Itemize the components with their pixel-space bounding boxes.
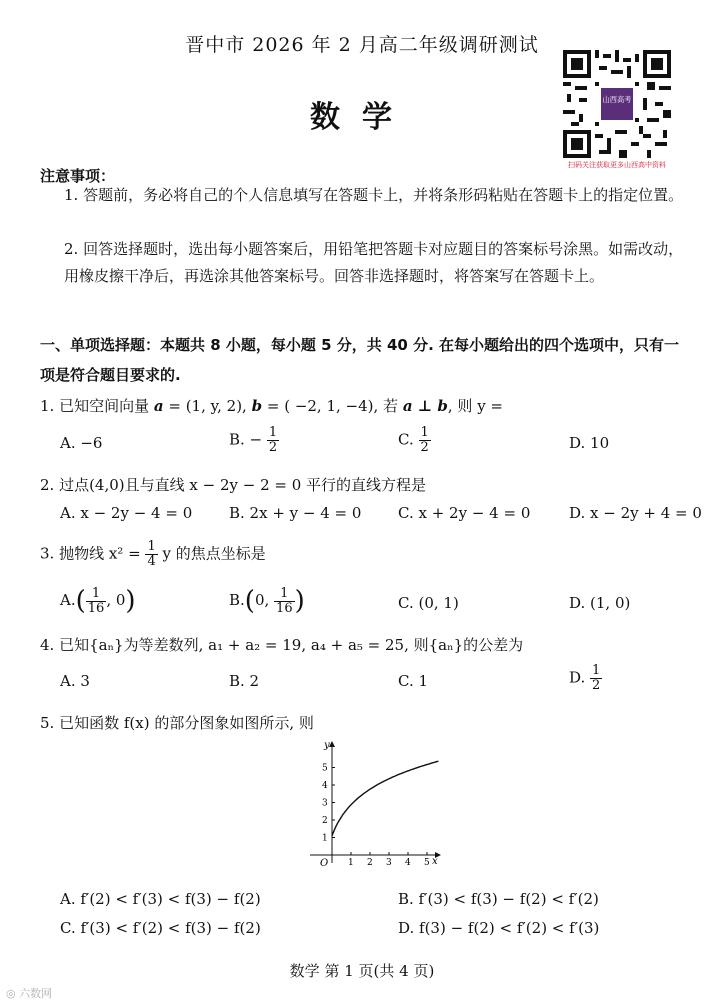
y-tick-label: 2 bbox=[322, 816, 328, 826]
q4-option-d[interactable] bbox=[569, 664, 602, 693]
q3-post: y 的焦点坐标是 bbox=[162, 544, 266, 563]
x-tick-label: 1 bbox=[348, 858, 354, 868]
q4-option-d-fraction: $\frac{1}{2}$ bbox=[592, 663, 601, 693]
question-2: 2. 过点(4,0)且与直线 x − 2y − 2 = 0 平行的直线方程是 bbox=[40, 476, 427, 494]
q1-option-c-fraction: $\frac{1}{2}$ bbox=[420, 425, 429, 455]
q1-b-value: = ( −2, 1, −4), 若 bbox=[262, 397, 403, 415]
q3-fraction: $\frac{1}{4}$ bbox=[147, 539, 156, 569]
q3-option-a[interactable]: A.( $\frac{1}{16}$ , 0) bbox=[60, 585, 136, 616]
q3-option-a-rest: , 0 bbox=[106, 591, 126, 609]
q1-option-a[interactable]: A. −6 bbox=[60, 434, 103, 452]
q4-option-b[interactable]: B. 2 bbox=[229, 672, 260, 690]
notice-item-1-text: 1. 答题前，务必将自己的个人信息填写在答题卡上，并将条形码粘贴在答题卡上的指定位置。 bbox=[64, 186, 684, 204]
q1-option-d[interactable]: D. 10 bbox=[569, 434, 610, 452]
q3-option-a-label: A. bbox=[60, 591, 76, 609]
x-tick-label: 4 bbox=[405, 858, 411, 868]
q4-option-a[interactable]: A. 3 bbox=[60, 672, 90, 690]
x-tick-label: 2 bbox=[367, 858, 373, 868]
q1-option-c[interactable] bbox=[398, 426, 431, 455]
q3-option-b-label: B. bbox=[229, 591, 245, 609]
y-tick-label: 5 bbox=[322, 763, 328, 774]
x-axis-label: x bbox=[432, 856, 438, 867]
q1-pre: 1. 已知空间向量 bbox=[40, 397, 154, 415]
q5-option-c[interactable]: C. f′(3) < f′(2) < f(3) − f(2) bbox=[60, 919, 261, 937]
subject-title: 数学 bbox=[310, 100, 414, 135]
y-tick-label: 4 bbox=[322, 781, 328, 791]
question-3 bbox=[40, 540, 266, 569]
q1-option-c-label: C. bbox=[398, 430, 414, 449]
q4-option-d-label: D. bbox=[569, 668, 586, 687]
y-tick-label: 3 bbox=[322, 798, 328, 809]
qr-caption: 扫码关注获取更多山西高中资料 bbox=[568, 161, 666, 169]
notice-item-2-text: 2. 回答选择题时，选出每小题答案后，用铅笔把答题卡对应题目的答案标号涂黑。如需改动，用橡皮擦干净后，再选涂其他答案标号。回答非选择题时，将答案写在答题卡上。 bbox=[64, 240, 684, 285]
q4-option-c[interactable]: C. 1 bbox=[398, 672, 429, 690]
q2-option-a[interactable]: A. x − 2y − 4 = 0 bbox=[60, 504, 193, 522]
q1-post: , 则 y = bbox=[447, 397, 504, 415]
notice-item-2 bbox=[64, 236, 692, 290]
q3-option-b[interactable]: B.(0, $\frac{1}{16}$ ) bbox=[229, 585, 305, 616]
qr-center-label: 山西高考 bbox=[602, 95, 632, 104]
q3-option-c[interactable]: C. (0, 1) bbox=[398, 594, 459, 612]
function-graph bbox=[300, 738, 450, 868]
q1-perp: a ⊥ b bbox=[402, 397, 448, 415]
y-axis-label: y bbox=[324, 740, 330, 751]
question-5: 5. 已知函数 f(x) 的部分图象如图所示, 则 bbox=[40, 714, 314, 732]
q5-option-b[interactable]: B. f′(3) < f(3) − f(2) < f′(2) bbox=[398, 890, 599, 908]
y-tick-label: 1 bbox=[322, 833, 328, 844]
q2-option-c[interactable]: C. x + 2y − 4 = 0 bbox=[398, 504, 531, 522]
function-curve bbox=[332, 761, 438, 836]
watermark: ◎ 六数网 bbox=[6, 987, 53, 1000]
q3-option-b-pre: 0, bbox=[254, 591, 275, 609]
section-heading: 一、单项选择题：本题共 8 小题，每小题 5 分，共 40 分. 在每小题给出的四个选项中，只有一项是符合题目要求的. bbox=[40, 336, 680, 384]
q1-option-b[interactable] bbox=[229, 426, 279, 455]
exam-title: 晋中市 2026 年 2 月高二年级调研测试 bbox=[185, 34, 539, 56]
q2-option-b[interactable]: B. 2x + y − 4 = 0 bbox=[229, 504, 362, 522]
q3-option-d[interactable]: D. (1, 0) bbox=[569, 594, 631, 612]
origin-label: O bbox=[320, 858, 329, 868]
notice-item-1 bbox=[64, 182, 692, 209]
q1-option-b-fraction: $\frac{1}{2}$ bbox=[268, 425, 278, 455]
q3-option-a-fraction: $\frac{1}{16}$ bbox=[87, 585, 105, 616]
q5-option-a[interactable]: A. f′(2) < f′(3) < f(3) − f(2) bbox=[60, 890, 261, 908]
q5-option-d[interactable]: D. f(3) − f(2) < f′(2) < f′(3) bbox=[398, 919, 600, 937]
qr-code[interactable] bbox=[563, 50, 671, 158]
question-4: 4. 已知{aₙ}为等差数列, a₁ + a₂ = 19, a₄ + a₅ = 25, 则{aₙ}的公差为 bbox=[40, 636, 524, 654]
notice-heading: 注意事项： bbox=[40, 167, 116, 185]
question-1 bbox=[40, 395, 503, 416]
x-tick-label: 3 bbox=[386, 858, 392, 868]
q1-vector-a: a bbox=[153, 397, 164, 415]
q3-option-b-fraction: $\frac{1}{16}$ bbox=[276, 585, 293, 616]
x-tick-label: 5 bbox=[424, 858, 430, 868]
q1-vector-b: b bbox=[251, 397, 263, 415]
q3-pre: 3. 抛物线 x² = bbox=[40, 544, 146, 563]
q1-option-b-label: B. − bbox=[229, 430, 263, 449]
q1-a-value: = (1, y, 2), bbox=[163, 397, 252, 415]
q2-option-d[interactable]: D. x − 2y + 4 = 0 bbox=[569, 504, 702, 522]
page-footer: 数学 第 1 页(共 4 页) bbox=[289, 962, 435, 980]
